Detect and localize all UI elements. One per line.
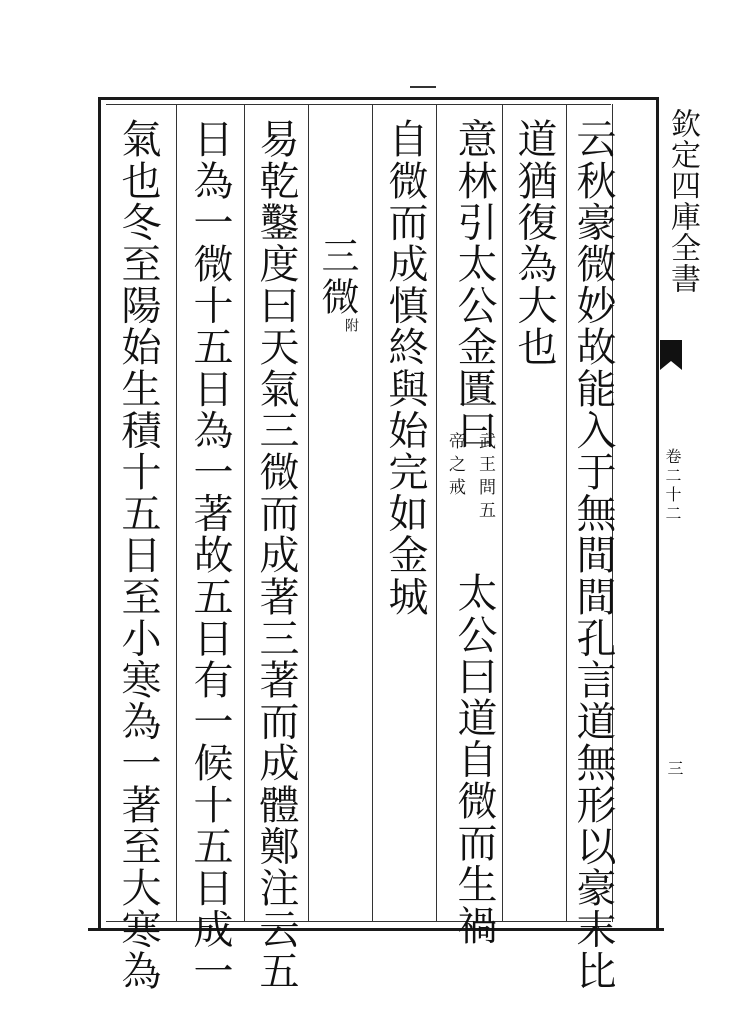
frame-inner-bottom-rule bbox=[106, 921, 611, 922]
column-divider bbox=[436, 104, 437, 922]
top-page-mark bbox=[410, 86, 436, 88]
frame-right-border bbox=[656, 97, 659, 930]
volume-label: 卷二十二 bbox=[663, 448, 682, 524]
section-heading-note: 附 bbox=[343, 318, 359, 334]
text-column-3-main: 意林引太公金匱曰 bbox=[451, 118, 497, 451]
text-column-6: 易乾鑿度曰天氣三微而成著三著而成體鄭注云五 bbox=[253, 118, 299, 992]
book-title: 欽定四庫全書 bbox=[665, 108, 700, 294]
column-divider bbox=[244, 104, 245, 922]
annotation-line-1: 武王問五 bbox=[475, 432, 495, 524]
section-heading: 三微 bbox=[315, 236, 359, 318]
frame-left-border bbox=[98, 97, 101, 930]
annotation-line-2: 帝之戒 bbox=[445, 432, 465, 501]
column-divider bbox=[372, 104, 373, 922]
frame-top-border bbox=[98, 97, 658, 100]
column-divider bbox=[176, 104, 177, 922]
page-number: 三 bbox=[665, 760, 684, 776]
column-divider bbox=[566, 104, 567, 922]
text-column-7: 日為一微十五日為一著故五日有一候十五日成一 bbox=[187, 118, 233, 992]
frame-inner-top-rule bbox=[106, 104, 611, 105]
text-column-4: 自微而成慎終與始完如金城 bbox=[382, 118, 428, 618]
text-column-3-tail: 太公曰道自微而生禍 bbox=[451, 572, 497, 947]
text-column-2: 道猶復為大也 bbox=[511, 118, 557, 368]
fish-tail-mark-icon bbox=[660, 340, 682, 370]
text-column-1: 云秋豪微妙故能入于無間間孔言道無形以豪末比 bbox=[570, 118, 616, 992]
column-divider bbox=[308, 104, 309, 922]
column-divider bbox=[502, 104, 503, 922]
text-column-8: 氣也冬至陽始生積十五日至小寒為一著至大寒為 bbox=[115, 118, 161, 992]
